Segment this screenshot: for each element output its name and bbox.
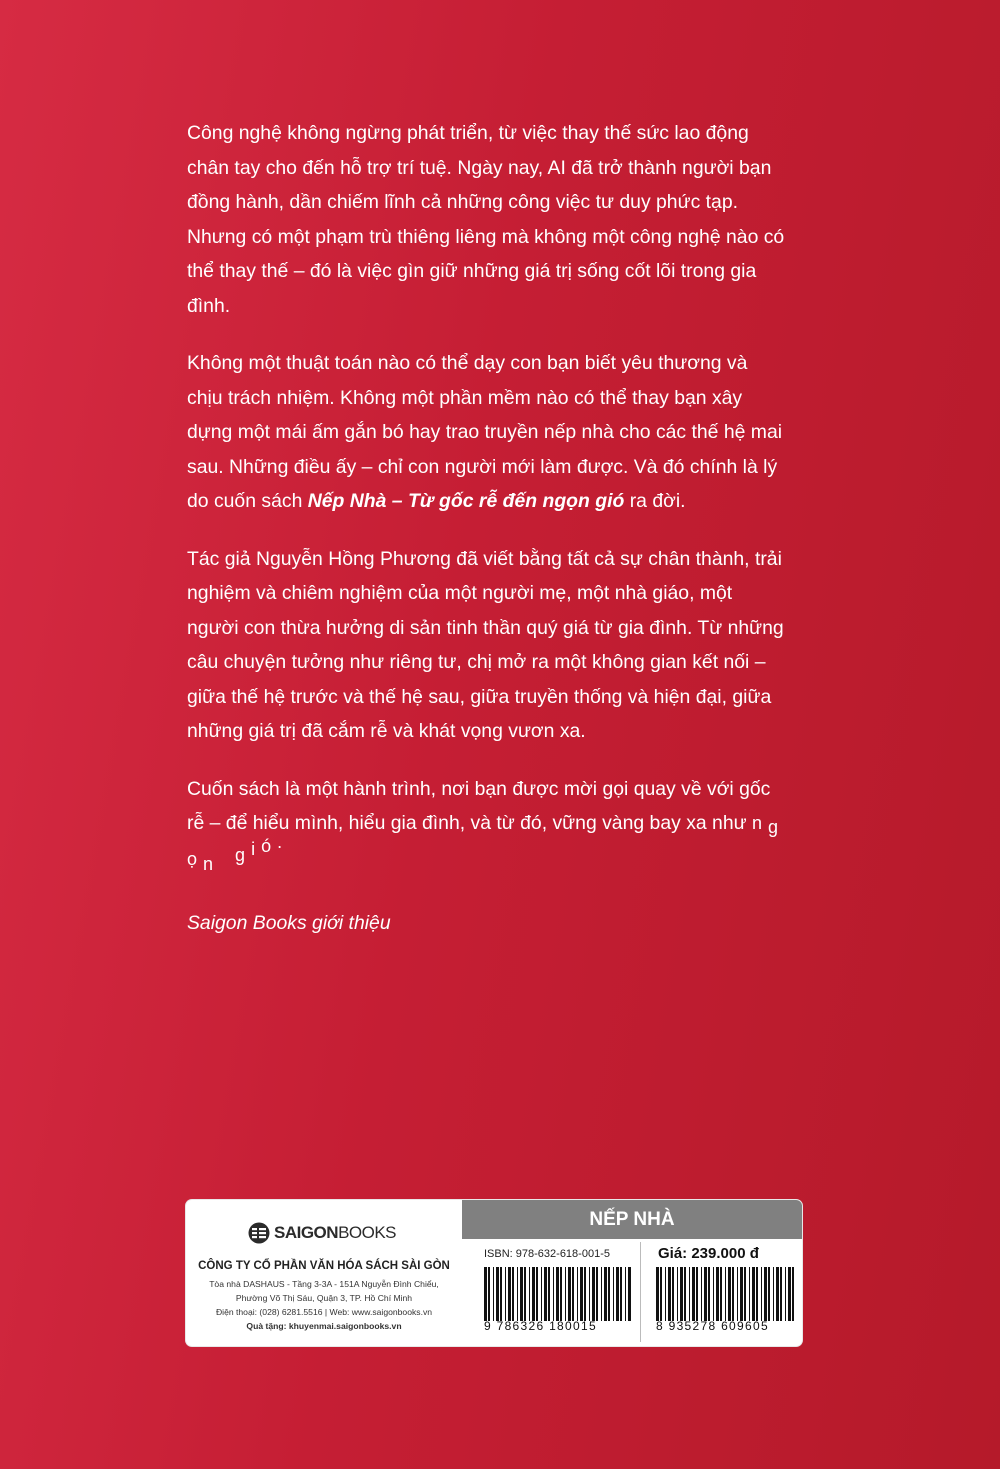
saigonbooks-logo-icon <box>248 1222 270 1244</box>
barcode-bar <box>773 1267 774 1321</box>
barcode-bar <box>780 1267 782 1321</box>
barcode-bar <box>696 1267 698 1321</box>
barcode-bar <box>512 1267 514 1321</box>
book-blurb <box>187 116 787 875</box>
barcode-bar <box>496 1267 499 1321</box>
barcode-bar <box>677 1267 678 1321</box>
barcode-bar <box>493 1267 494 1321</box>
signature: Saigon Books giới thiệu <box>187 912 391 934</box>
barcode-bar <box>508 1267 511 1321</box>
barcode-bar <box>560 1267 562 1321</box>
divider <box>640 1242 641 1342</box>
barcode-bar <box>740 1267 743 1321</box>
barcode-bar <box>524 1267 526 1321</box>
isbn-barcode-digits: 9 786326 180015 <box>484 1319 597 1333</box>
barcode-bar <box>520 1267 523 1321</box>
isbn-barcode <box>484 1267 634 1321</box>
barcode-bar <box>716 1267 719 1321</box>
logo-wordmark: SAIGONBOOKS <box>274 1223 397 1242</box>
barcode-bar <box>708 1267 710 1321</box>
barcode-bar <box>768 1267 770 1321</box>
barcode-bar <box>761 1267 762 1321</box>
barcode-bar <box>704 1267 707 1321</box>
book-title-header: NẾP NHÀ <box>462 1200 802 1239</box>
barcode-bar <box>756 1267 758 1321</box>
barcode-bar <box>628 1267 631 1321</box>
address-line-1: Tòa nhà DASHAUS - Tầng 3-3A - 151A Nguyễn Đình Chiểu, <box>209 1279 439 1289</box>
company-name: CÔNG TY CỔ PHẦN VĂN HÓA SÁCH SÀI GÒN <box>198 1260 450 1272</box>
barcode-bar <box>689 1267 690 1321</box>
gift-line: Quà tặng: khuyenmai.saigonbooks.vn <box>246 1321 402 1331</box>
barcode-bar <box>548 1267 550 1321</box>
barcode-bar <box>665 1267 666 1321</box>
wave-letter: n <box>203 853 214 874</box>
barcode-bar <box>488 1267 490 1321</box>
barcode-bar <box>701 1267 702 1321</box>
info-box <box>186 1200 802 1346</box>
barcode-bar <box>776 1267 779 1321</box>
barcode-bar <box>529 1267 530 1321</box>
blurb-paragraph-1: Công nghệ không ngừng phát triển, từ việc thay thế sức lao động chân tay cho đến hỗ trợ trí tuệ. Ngày nay, AI đã trở thành người bạn đồng hành, dần chiếm lĩnh cả những công việc tư duy phức tạp. Nhưng có một phạm trù thiêng liêng mà không một công nghệ nào có thể thay thế – đó là việc gìn giữ những giá trị sống cốt lõi trong gia đình. <box>187 122 785 317</box>
barcode-bar <box>672 1267 674 1321</box>
barcode-bar <box>541 1267 542 1321</box>
barcode-bar <box>749 1267 750 1321</box>
wave-letter <box>219 851 229 886</box>
blurb-p4-text: Cuốn sách là một hành trình, nơi bạn được mời gọi quay về với gốc rễ – để hiểu mình, hiểu gia đình, và từ đó, vững vàng bay xa như <box>187 777 771 834</box>
barcode-bar <box>565 1267 566 1321</box>
barcode-bar <box>568 1267 571 1321</box>
barcode-bar <box>732 1267 734 1321</box>
barcode-bar <box>616 1267 619 1321</box>
book-title-emphasis: Nếp Nhà – Từ gốc rễ đến ngọn gió <box>307 490 625 512</box>
wave-letter: . <box>277 831 283 852</box>
blurb-p2-text: Không một thuật toán nào có thể dạy con bạn biết yêu thương và chịu trách nhiệm. Không một phần mềm nào có thể thay bạn xây dựng một mái ấm gắn bó hay trao truyền nếp nhà cho các thế hệ mai sau. Những điều ấy – chỉ con người mới làm được. Và đó chính là lý do cuốn sách <box>187 352 783 512</box>
wave-letter: i <box>251 838 256 859</box>
address-line-2: Phường Võ Thị Sáu, Quận 3, TP. Hồ Chí Minh <box>235 1293 413 1303</box>
barcode-bar <box>625 1267 626 1321</box>
wave-letter: ó <box>261 835 272 856</box>
blurb-paragraph-4 <box>187 772 787 876</box>
barcode-bar <box>608 1267 610 1321</box>
barcode-bar <box>728 1267 731 1321</box>
barcode-bar <box>725 1267 726 1321</box>
barcode-bar <box>752 1267 755 1321</box>
ean-barcode <box>656 1267 796 1321</box>
blurb-p2-end: ra đời. <box>624 490 686 512</box>
barcode-bar <box>737 1267 738 1321</box>
barcode-bar <box>656 1267 659 1321</box>
barcode-bar <box>660 1267 662 1321</box>
barcode-bar <box>544 1267 547 1321</box>
wave-letter: g <box>768 817 779 837</box>
barcode-bar <box>484 1267 487 1321</box>
barcode-bar <box>532 1267 535 1321</box>
wave-letter: n <box>752 813 763 833</box>
wave-letter: ọ <box>187 848 198 869</box>
contact-line: Điện thoại: (028) 6281.5516 | Web: www.saigonbooks.vn <box>215 1307 433 1317</box>
publisher-logo <box>248 1222 396 1244</box>
barcode-bar <box>596 1267 598 1321</box>
barcode-bar <box>505 1267 506 1321</box>
barcode-panel <box>462 1200 802 1346</box>
publisher-panel <box>186 1200 462 1346</box>
barcode-bar <box>620 1267 622 1321</box>
barcode-bar <box>584 1267 586 1321</box>
barcode-bar <box>589 1267 590 1321</box>
barcode-bar <box>517 1267 518 1321</box>
barcode-bar <box>692 1267 695 1321</box>
barcode-bar <box>536 1267 538 1321</box>
barcode-bar <box>792 1267 794 1321</box>
barcode-bar <box>601 1267 602 1321</box>
barcode-bar <box>668 1267 671 1321</box>
barcode-bar <box>577 1267 578 1321</box>
blurb-paragraph-2 <box>187 346 787 519</box>
barcode-bar <box>684 1267 686 1321</box>
barcode-bar <box>744 1267 746 1321</box>
barcode-bar <box>680 1267 683 1321</box>
barcode-bar <box>553 1267 554 1321</box>
barcode-bar <box>572 1267 574 1321</box>
blurb-paragraph-3: Tác giả Nguyễn Hồng Phương đã viết bằng tất cả sự chân thành, trải nghiệm và chiêm nghiệm của một người mẹ, một nhà giáo, một người con thừa hưởng di sản tinh thần quý giá từ gia đình. Từ những câu chuyện tưởng như riêng tư, chị mở ra một không gian kết nối – giữa thế hệ trước và thế hệ sau, giữa truyền thống và hiện đại, giữa những giá trị đã cắm rễ và khát vọng vươn xa. <box>187 547 784 742</box>
barcode-bar <box>613 1267 614 1321</box>
barcode-bar <box>580 1267 583 1321</box>
barcode-bar <box>500 1267 502 1321</box>
ean-barcode-digits: 8 935278 609605 <box>656 1319 769 1333</box>
barcode-bar <box>604 1267 607 1321</box>
wave-letter: g <box>235 844 246 865</box>
barcode-bar <box>785 1267 786 1321</box>
barcode-bar <box>713 1267 714 1321</box>
barcode-bar <box>788 1267 791 1321</box>
barcode-bar <box>720 1267 722 1321</box>
barcode-bar <box>556 1267 559 1321</box>
price-label: Giá: 239.000 đ <box>658 1245 759 1262</box>
barcode-bar <box>592 1267 595 1321</box>
isbn-label: ISBN: 978-632-618-001-5 <box>484 1248 610 1260</box>
barcode-bar <box>764 1267 767 1321</box>
